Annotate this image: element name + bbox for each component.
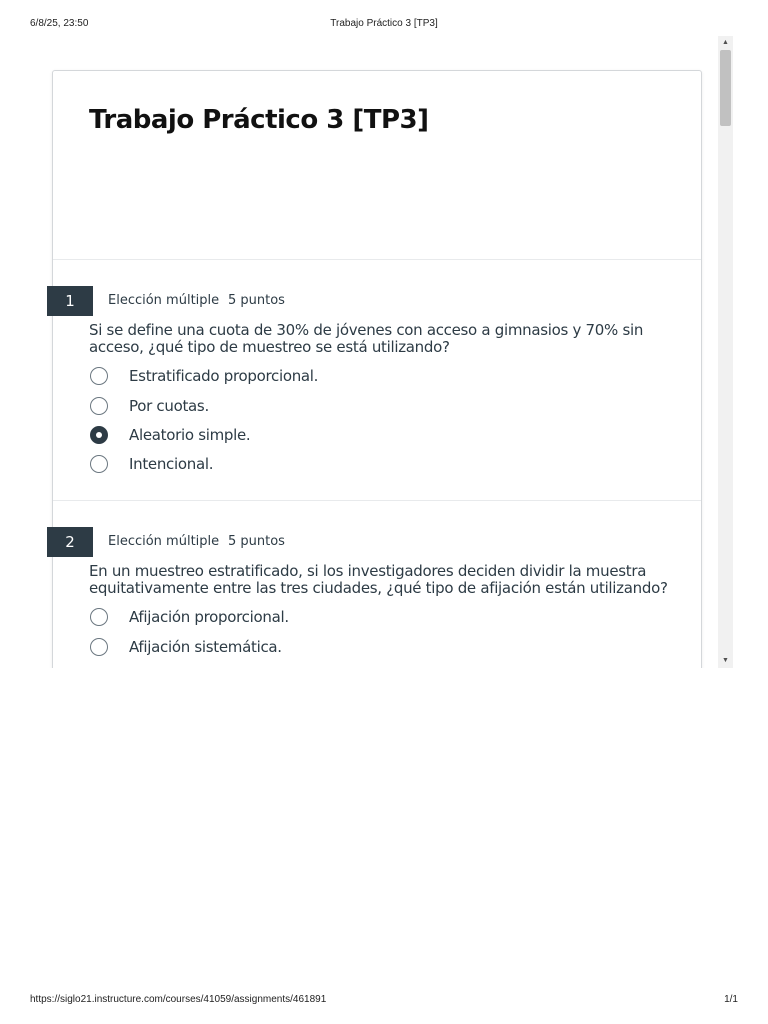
radio-button[interactable] [90,367,108,385]
scroll-down-icon[interactable]: ▼ [722,657,729,664]
page-title: Trabajo Práctico 3 [TP3] [89,105,429,135]
question-points: 5 puntos [228,534,285,549]
answer-label: Por cuotas. [129,397,209,415]
answer-option[interactable] [89,425,649,447]
question-text: Si se define una cuota de 30% de jóvenes con acceso a gimnasios y 70% sin acceso, ¿qué tipo de muestreo se está utilizando? [89,321,644,356]
question-number: 2 [47,527,93,557]
print-datetime: 6/8/25, 23:50 [30,18,89,29]
question-1 [53,286,701,486]
vertical-scrollbar[interactable] [718,36,733,668]
question-text: En un muestreo estratificado, si los investigadores deciden dividir la muestra equitativamente entre las tres ciudades, ¿qué tipo de afijación están utilizando? [89,562,668,597]
answer-option[interactable] [89,396,649,418]
radio-button[interactable] [90,455,108,473]
radio-button[interactable] [90,638,108,656]
answer-label: Afijación proporcional. [129,608,289,626]
question-type: Elección múltiple [108,534,220,549]
print-doc-title: Trabajo Práctico 3 [TP3] [330,18,438,29]
answer-label: Estratificado proporcional. [129,367,319,385]
header-divider [53,259,701,260]
radio-button[interactable] [90,397,108,415]
answer-option[interactable] [89,454,649,476]
question-points: 5 puntos [228,293,285,308]
scrollbar-thumb[interactable] [720,50,731,126]
print-header [30,18,738,32]
print-url: https://siglo21.instructure.com/courses/41059/assignments/461891 [30,994,327,1005]
question-2 [53,527,701,668]
question-divider [53,500,701,501]
answer-label: Intencional. [129,455,214,473]
answer-label: Afijación sistemática. [129,638,282,656]
answer-option[interactable] [89,637,649,659]
quiz-card [52,70,702,668]
scroll-up-icon[interactable]: ▲ [722,39,729,46]
question-number: 1 [47,286,93,316]
print-page-number: 1/1 [724,994,738,1005]
page-viewport[interactable] [45,36,733,668]
print-footer [30,994,738,1008]
radio-button-selected[interactable] [90,426,108,444]
question-type: Elección múltiple [108,293,220,308]
answer-label: Aleatorio simple. [129,426,251,444]
radio-button[interactable] [90,608,108,626]
answer-option[interactable] [89,607,649,629]
answer-option[interactable] [89,366,649,388]
